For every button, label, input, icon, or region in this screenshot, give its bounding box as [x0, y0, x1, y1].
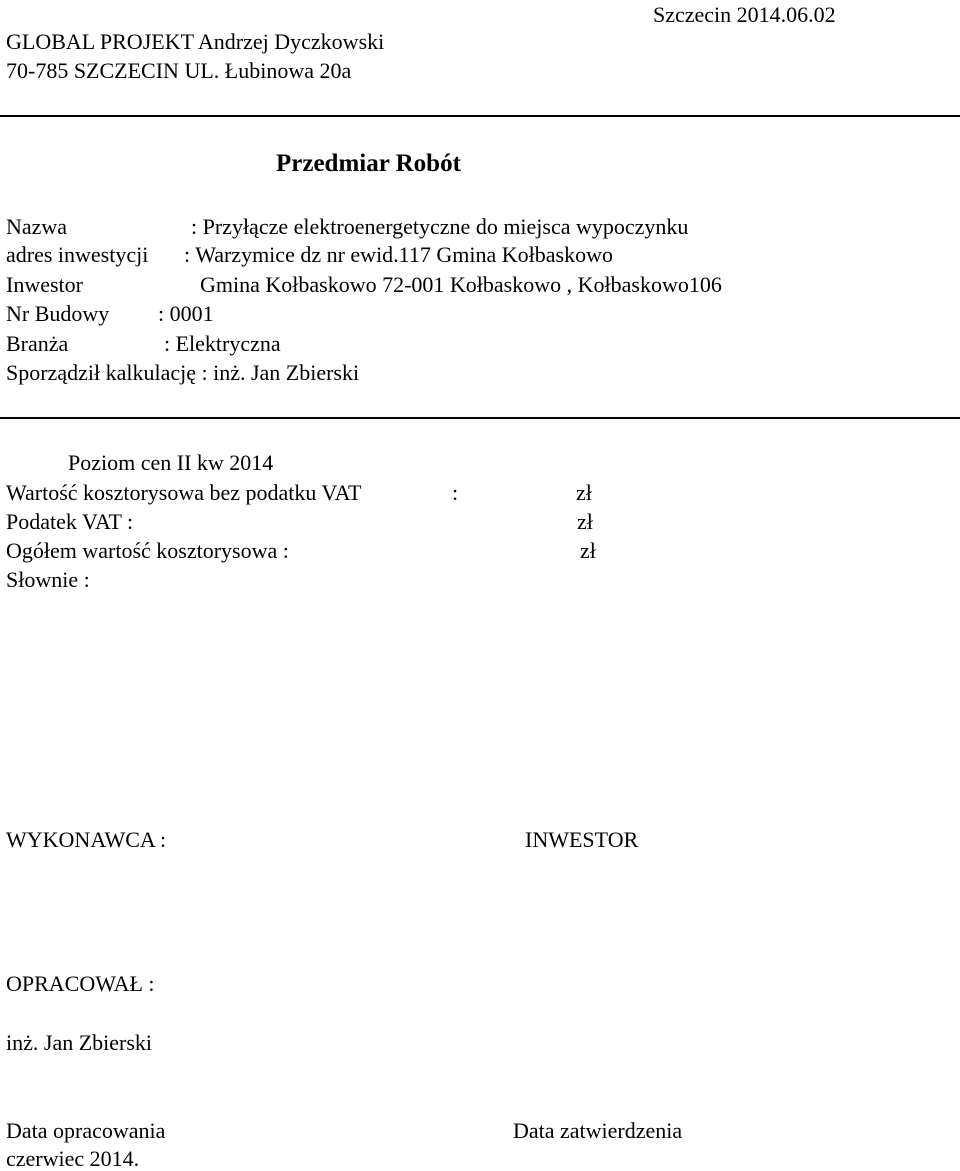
- slownie-label: Słownie :: [6, 567, 90, 592]
- wartosc-label: Wartość kosztorysowa bez podatku VAT: [6, 480, 362, 505]
- page-title: Przedmiar Robót: [276, 150, 461, 177]
- info-divider: [0, 417, 960, 419]
- nr-budowy-value: : 0001: [158, 301, 214, 326]
- adres-label: adres inwestycji: [6, 242, 149, 267]
- data-opracowania-label: Data opracowania: [6, 1118, 166, 1143]
- nazwa-value: : Przyłącze elektroenergetyczne do miejsca wypoczynku: [191, 214, 689, 239]
- branza-value: : Elektryczna: [164, 331, 281, 356]
- data-opracowania-value: czerwiec 2014.: [6, 1146, 140, 1171]
- wykonawca-label: WYKONAWCA :: [6, 827, 167, 852]
- adres-value: : Warzymice dz nr ewid.117 Gmina Kołbaskowo: [184, 242, 613, 267]
- branza-label: Branża: [6, 331, 69, 356]
- poziom-cen: Poziom cen II kw 2014: [68, 450, 274, 475]
- company-address: 70-785 SZCZECIN UL. Łubinowa 20a: [6, 58, 352, 83]
- sporzadzil-line: Sporządził kalkulację : inż. Jan Zbierski: [6, 360, 360, 385]
- place-date: Szczecin 2014.06.02: [653, 2, 836, 27]
- data-zatwierdzenia-label: Data zatwierdzenia: [513, 1118, 683, 1143]
- company-name: GLOBAL PROJEKT Andrzej Dyczkowski: [6, 29, 385, 54]
- ogolem-label: Ogółem wartość kosztorysowa :: [6, 538, 289, 563]
- nazwa-label: Nazwa: [6, 214, 68, 239]
- wartosc-unit: zł: [576, 480, 592, 505]
- podatek-label: Podatek VAT :: [6, 509, 134, 534]
- inwestor-label: Inwestor: [6, 272, 83, 297]
- wartosc-colon: :: [452, 480, 459, 505]
- inwestor-signature-label: INWESTOR: [525, 827, 639, 852]
- ogolem-unit: zł: [580, 538, 596, 563]
- nr-budowy-label: Nr Budowy: [6, 301, 110, 326]
- opracowal-name: inż. Jan Zbierski: [6, 1030, 153, 1055]
- opracowal-label: OPRACOWAŁ :: [6, 971, 155, 996]
- podatek-unit: zł: [577, 509, 593, 534]
- inwestor-value: Gmina Kołbaskowo 72-001 Kołbaskowo , Kołbaskowo106: [200, 272, 722, 297]
- header-divider: [0, 115, 960, 117]
